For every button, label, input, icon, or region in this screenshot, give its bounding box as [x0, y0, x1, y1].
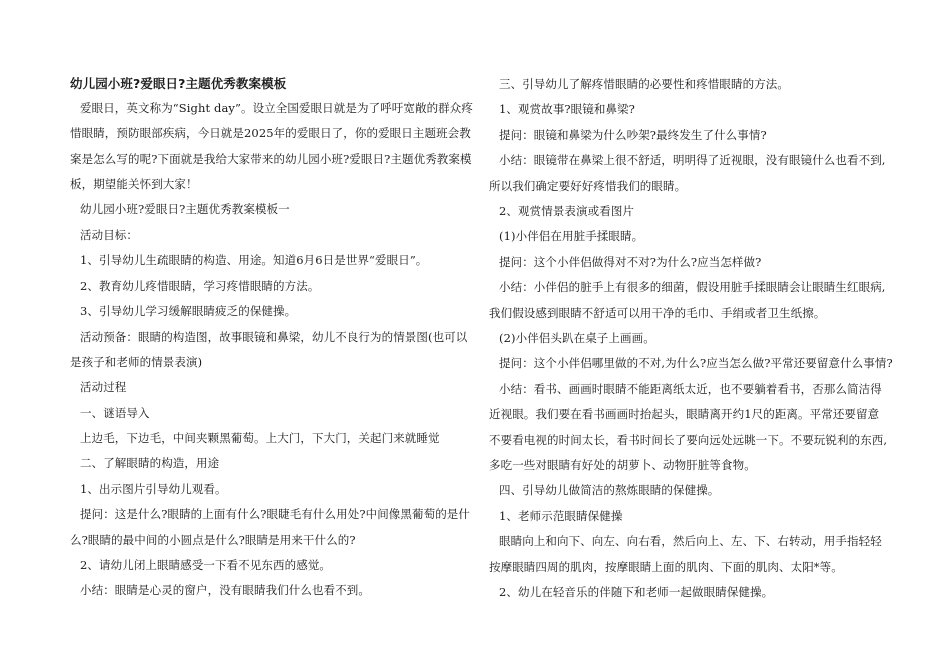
paragraph-line: (1)小伴侣在用脏手揉眼睛。	[499, 229, 644, 243]
paragraph-line: 小结：小伴侣的脏手上有很多的细菌，假设用脏手揉眼睛会让眼睛生红眼病,	[499, 280, 886, 294]
paragraph-line: 小结：看书、画画时眼睛不能距离纸太近，也不要躺着看书，否那么简洁得	[499, 382, 882, 396]
paragraph-line: 所以我们确定要好好疼惜我们的眼睛。	[489, 179, 687, 193]
paragraph-line: 2、观赏情景表演或看图片	[499, 204, 635, 218]
paragraph-line: 多吃一些对眼睛有好处的胡萝卜、动物肝脏等食物。	[489, 458, 756, 472]
paragraph-line: 近视眼。我们要在看书画画时抬起头，眼睛离开约1尺的距离。平常还要留意	[489, 407, 880, 421]
paragraph-line: 2、教育幼儿疼惜眼睛，学习疼惜眼睛的方法。	[80, 279, 320, 293]
paragraph-line: 提问：这个小伴侣哪里做的不对,为什么?应当怎么做?平常还要留意什么事情?	[499, 356, 893, 370]
paragraph-line: 我们假设感到眼睛不舒适可以用干净的毛巾、手绢或者卫生纸擦。	[489, 306, 826, 320]
paragraph-line: 提问：这是什么?眼睛的上面有什么?眼睫毛有什么用处?中间像黑葡萄的是什	[80, 507, 470, 521]
paragraph-line: 1、观赏故事?眼镜和鼻梁?	[499, 102, 635, 116]
paragraph-line: 1、出示图片引导幼儿观看。	[80, 482, 227, 496]
paragraph-line: 么?眼睛的最中间的小圆点是什么?眼睛是用来干什么的?	[70, 533, 356, 547]
paragraph-line: 小结：眼镜带在鼻梁上很不舒适，明明得了近视眼，没有眼镜什么也看不到,	[499, 153, 886, 167]
intro-line: 案是怎么写的呢?下面就是我给大家带来的幼儿园小班?爱眼日?主题优秀教案模	[70, 152, 472, 166]
paragraph-line: 小结：眼睛是心灵的窗户，没有眼睛我们什么也看不到。	[80, 583, 370, 597]
intro-line: 板，期望能关怀到大家！	[70, 177, 198, 191]
paragraph-line: 2、请幼儿闭上眼睛感受一下看不见东西的感觉。	[80, 558, 332, 572]
paragraph-line: 提问：眼镜和鼻梁为什么吵架?最终发生了什么事情?	[499, 128, 767, 142]
paragraph-line: 是孩子和老师的情景表演)	[70, 355, 203, 369]
paragraph-line: 提问：这个小伴侣做得对不对?为什么?应当怎样做?	[499, 255, 762, 269]
paragraph-line: 1、老师示范眼睛保健操	[499, 509, 623, 523]
paragraph-line: 活动预备：眼睛的构造图，故事眼镜和鼻梁，幼儿不良行为的情景图(也可以	[80, 330, 468, 344]
paragraph-line: 活动目标：	[80, 228, 138, 242]
paragraph-line: 1、引导幼儿生疏眼睛的构造、用途。知道6月6日是世界“爱眼日”。	[80, 253, 428, 267]
paragraph-line: 四、引导幼儿做简洁的熬炼眼睛的保健操。	[499, 483, 720, 497]
paragraph-line: 二、了解眼睛的构造，用途	[80, 456, 220, 470]
paragraph-line: 2、幼儿在轻音乐的伴随下和老师一起做眼睛保健操。	[499, 585, 774, 599]
paragraph-line: (2)小伴侣头趴在桌子上画画。	[499, 331, 655, 345]
document-title: 幼儿园小班?爱眼日?主题优秀教案模板	[70, 76, 287, 91]
paragraph-line: 上边毛，下边毛，中间夹颗黑葡萄。上大门，下大门，关起门来就睡觉	[80, 431, 440, 445]
paragraph-line: 不要看电视的时间太长，看书时间长了要向远处远眺一下。不要玩锐利的东西,	[489, 433, 888, 447]
intro-line: 惜眼睛，预防眼部疾病，今日就是2025年的爱眼日了，你的爱眼日主题班会教	[70, 126, 471, 140]
section-heading: 三、引导幼儿了解疼惜眼睛的必要性和疼惜眼睛的方法。	[499, 77, 789, 91]
section-heading: 幼儿园小班?爱眼日?主题优秀教案模板一	[80, 202, 290, 216]
paragraph-line: 3、引导幼儿学习缓解眼睛疲乏的保健操。	[80, 304, 297, 318]
paragraph-line: 活动过程	[80, 380, 127, 394]
paragraph-line: 眼睛向上和向下、向左、向右看，然后向上、左、下、右转动，用手指轻轻	[499, 534, 882, 548]
intro-line: 爱眼日，英文称为“Sight day”。设立全国爱眼日就是为了呼吁宽敞的群众疼	[80, 101, 473, 115]
paragraph-line: 一、谜语导入	[80, 406, 150, 420]
paragraph-line: 按摩眼睛四周的肌肉，按摩眼睛上面的肌肉、下面的肌肉、太阳*等。	[489, 560, 843, 574]
